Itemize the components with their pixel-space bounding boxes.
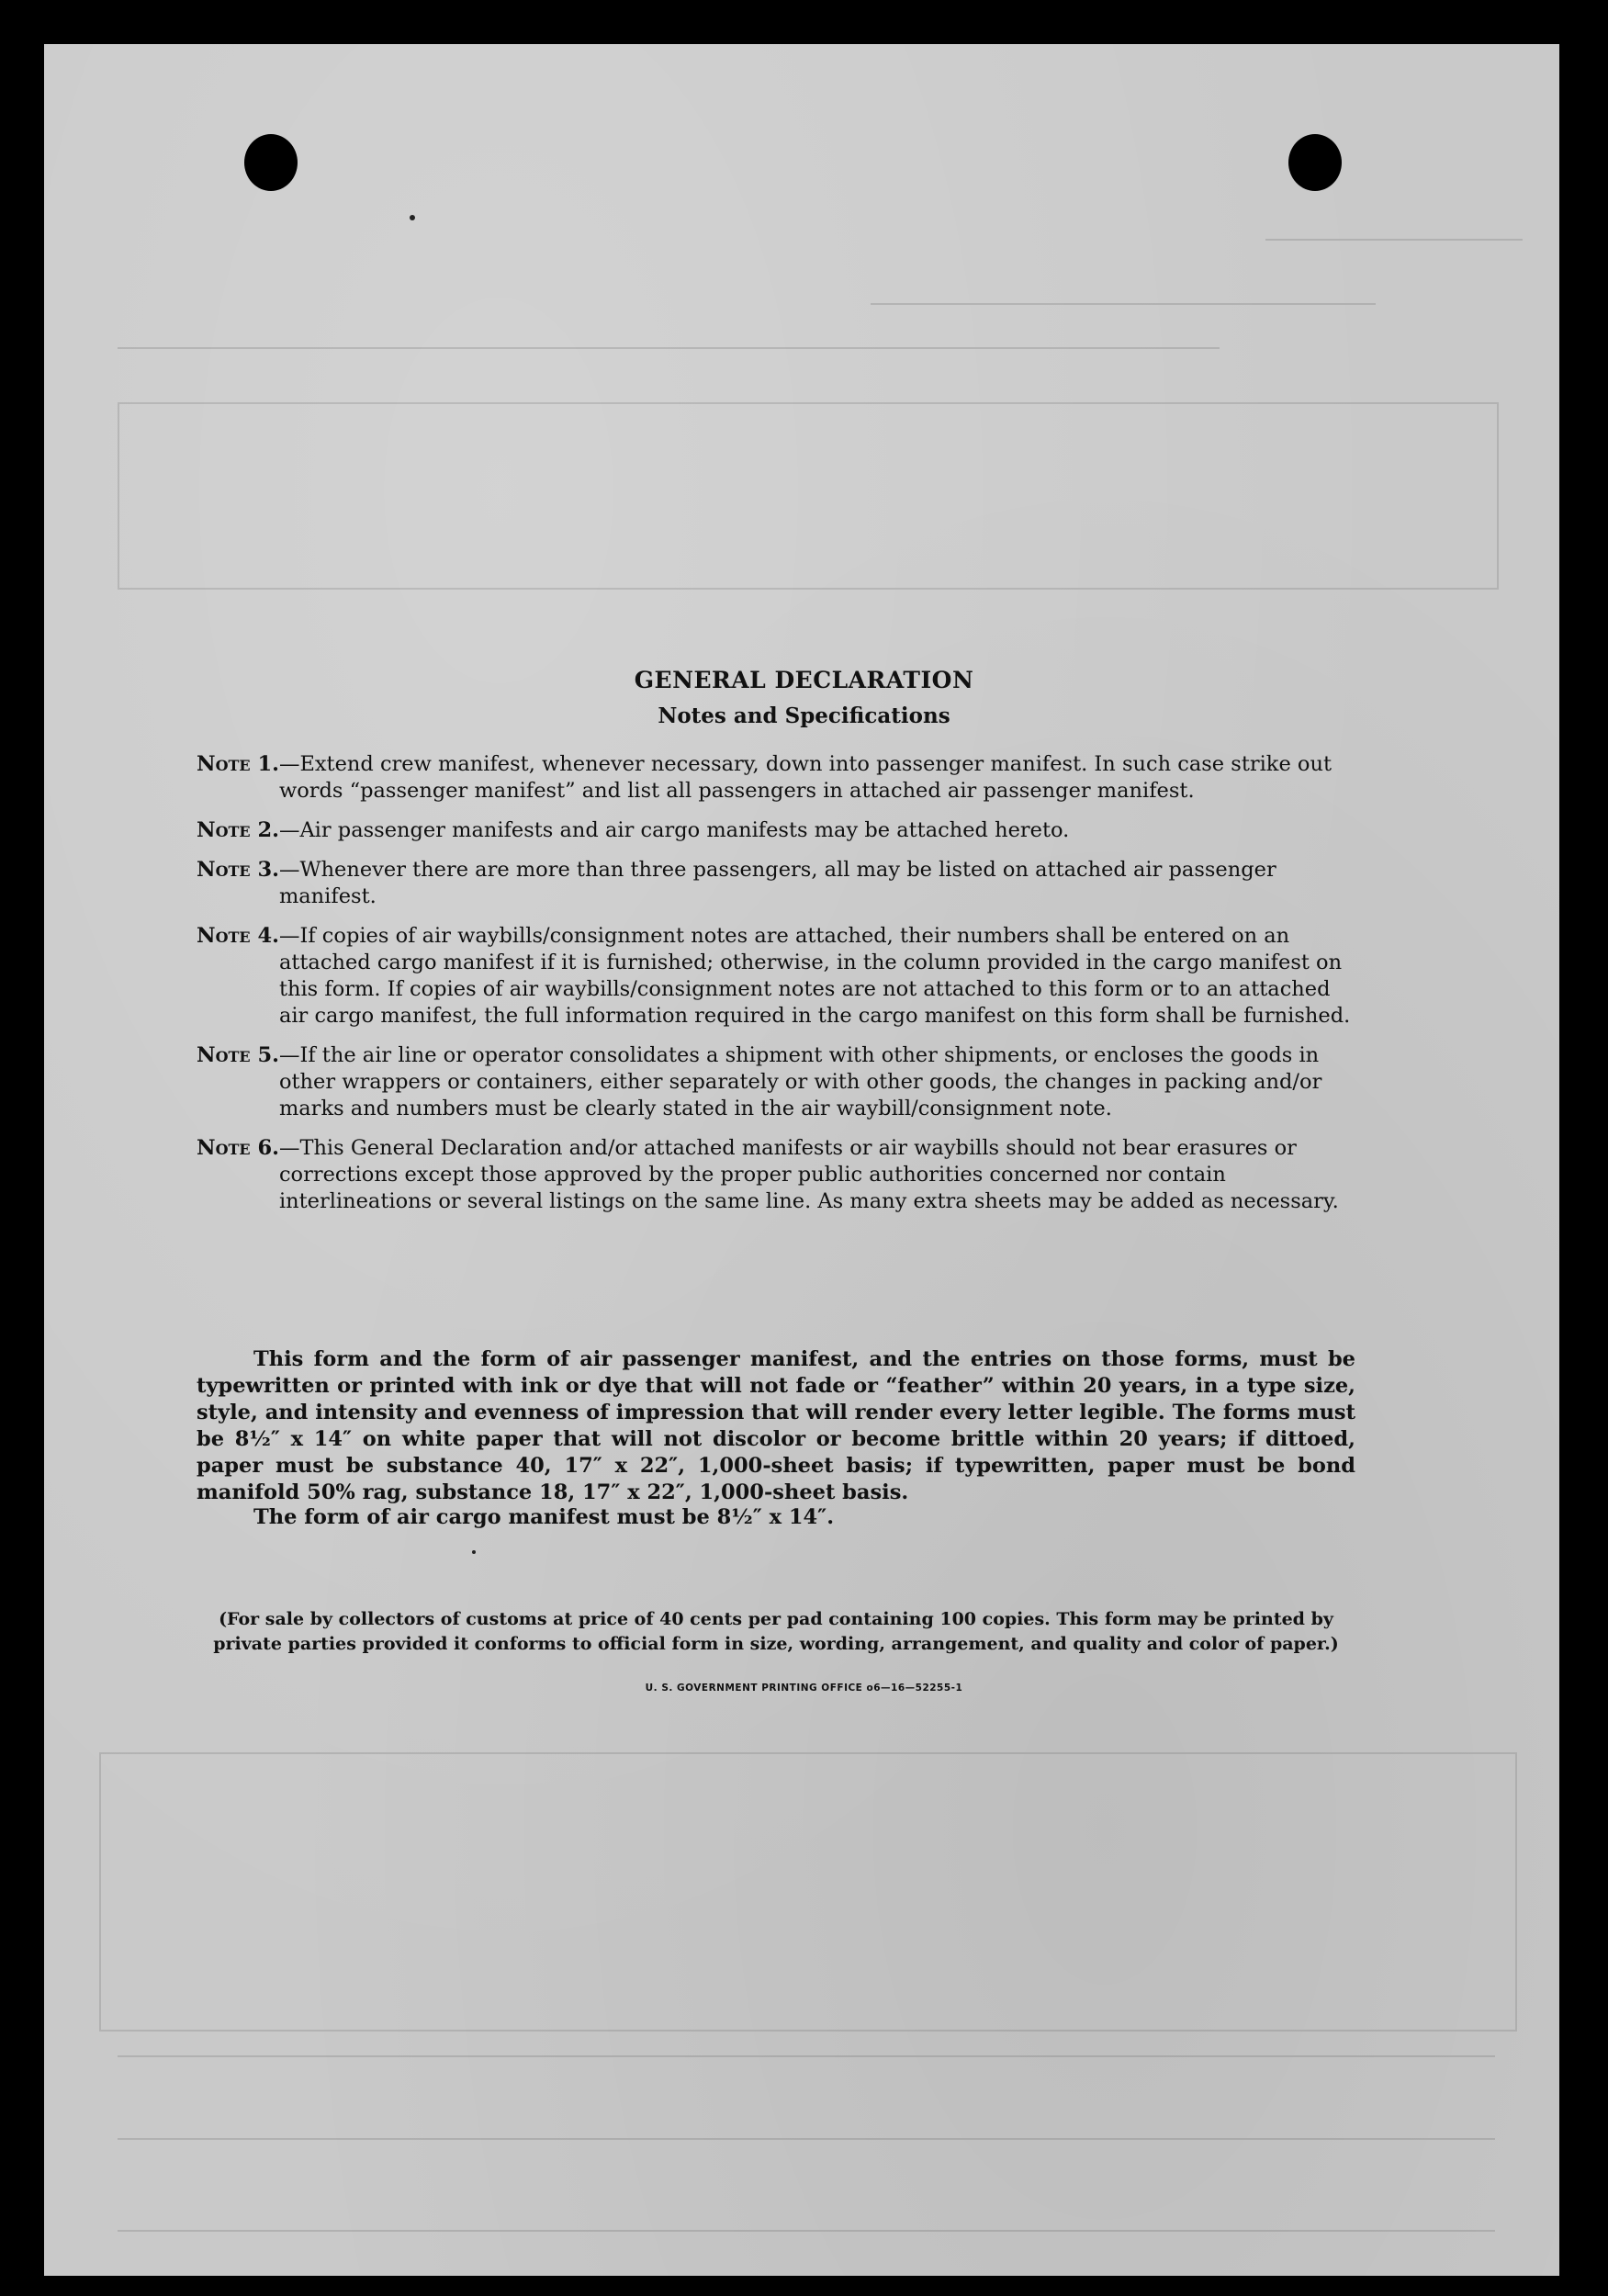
page-subtitle: Notes and Specifications xyxy=(658,703,950,728)
note-3 xyxy=(197,857,1354,910)
note-label: Note 3. xyxy=(197,858,279,882)
note-text: —This General Declaration and/or attached manifests or air waybills should not bear erasures or corrections except those approved by the proper public authorities concerned nor contain interlineations or several listings on the same line. As many extra sheets may be added as necessary. xyxy=(278,1136,1339,1213)
sale-notice: (For sale by collectors of customs at price of 40 cents per pad containing 100 copies. This form may be printed by private parties provided it conforms to official form in size, wording, arrangement, and quality and color of paper.) xyxy=(213,1609,1339,1654)
note-text: —If the air line or operator consolidates a shipment with other shipments, or encloses the goods in other wrappers or containers, either separately or with other goods, the changes in packing and/or marks and numbers must be clearly stated in the air waybill/consignment note. xyxy=(278,1043,1322,1120)
punch-hole-left xyxy=(244,134,298,191)
note-text: —If copies of air waybills/consignment notes are attached, their numbers shall be entered on an attached cargo manifest if it is furnished; otherwise, in the column provided in the cargo manifest on this form. If copies of air waybills/consignment notes are not attached to this form or to an attached air cargo manifest, the full information required in the cargo manifest on this form shall be furnished. xyxy=(278,924,1351,1028)
show-through-line xyxy=(118,2138,1495,2140)
note-text: —Air passenger manifests and air cargo manifests may be attached hereto. xyxy=(278,818,1070,842)
note-text: —Extend crew manifest, whenever necessary, down into passenger manifest. In such case strike out words “passenger manifest” and list all passengers in attached air passenger manifest. xyxy=(278,752,1332,803)
show-through-line xyxy=(118,2230,1495,2232)
note-4 xyxy=(197,923,1354,1030)
show-through-cargo-table xyxy=(99,1752,1517,2032)
speck xyxy=(472,1550,476,1554)
note-5 xyxy=(197,1042,1354,1122)
printer-line: U. S. GOVERNMENT PRINTING OFFICE o6—16—52255-1 xyxy=(645,1683,963,1694)
show-through-line xyxy=(1265,239,1523,241)
page-title: GENERAL DECLARATION xyxy=(634,667,974,693)
note-label: Note 5. xyxy=(197,1043,279,1067)
cargo-form-size: The form of air cargo manifest must be 8½″ x 14″. xyxy=(253,1505,835,1529)
note-label: Note 6. xyxy=(197,1136,279,1160)
note-2 xyxy=(197,817,1354,844)
show-through-table xyxy=(118,402,1499,590)
note-6 xyxy=(197,1135,1354,1215)
note-1 xyxy=(197,751,1354,805)
note-label: Note 1. xyxy=(197,752,279,776)
speck xyxy=(410,215,415,220)
note-text: —Whenever there are more than three passengers, all may be listed on attached air passenger manifest. xyxy=(278,858,1276,908)
show-through-line xyxy=(871,303,1376,305)
note-label: Note 4. xyxy=(197,924,279,948)
show-through-line xyxy=(118,2055,1495,2057)
show-through-line xyxy=(118,347,1220,349)
punch-hole-right xyxy=(1288,134,1342,191)
note-label: Note 2. xyxy=(197,818,279,842)
notes-list xyxy=(197,751,1354,1228)
specs-paragraph: This form and the form of air passenger manifest, and the entries on those forms, must be typewritten or printed with ink or dye that will not fade or “feather” within 20 years, in a type size, style, and intensity and evenness of impression that will render every letter legible. The forms must be 8½″ x 14″ on white paper that will not discolor or become brittle within 20 years; if dittoed, paper must be substance 40, 17″ x 22″, 1,000-sheet basis; if typewritten, paper must be bond manifold 50% rag, substance 18, 17″ x 22″, 1,000-sheet basis. xyxy=(197,1347,1355,1504)
